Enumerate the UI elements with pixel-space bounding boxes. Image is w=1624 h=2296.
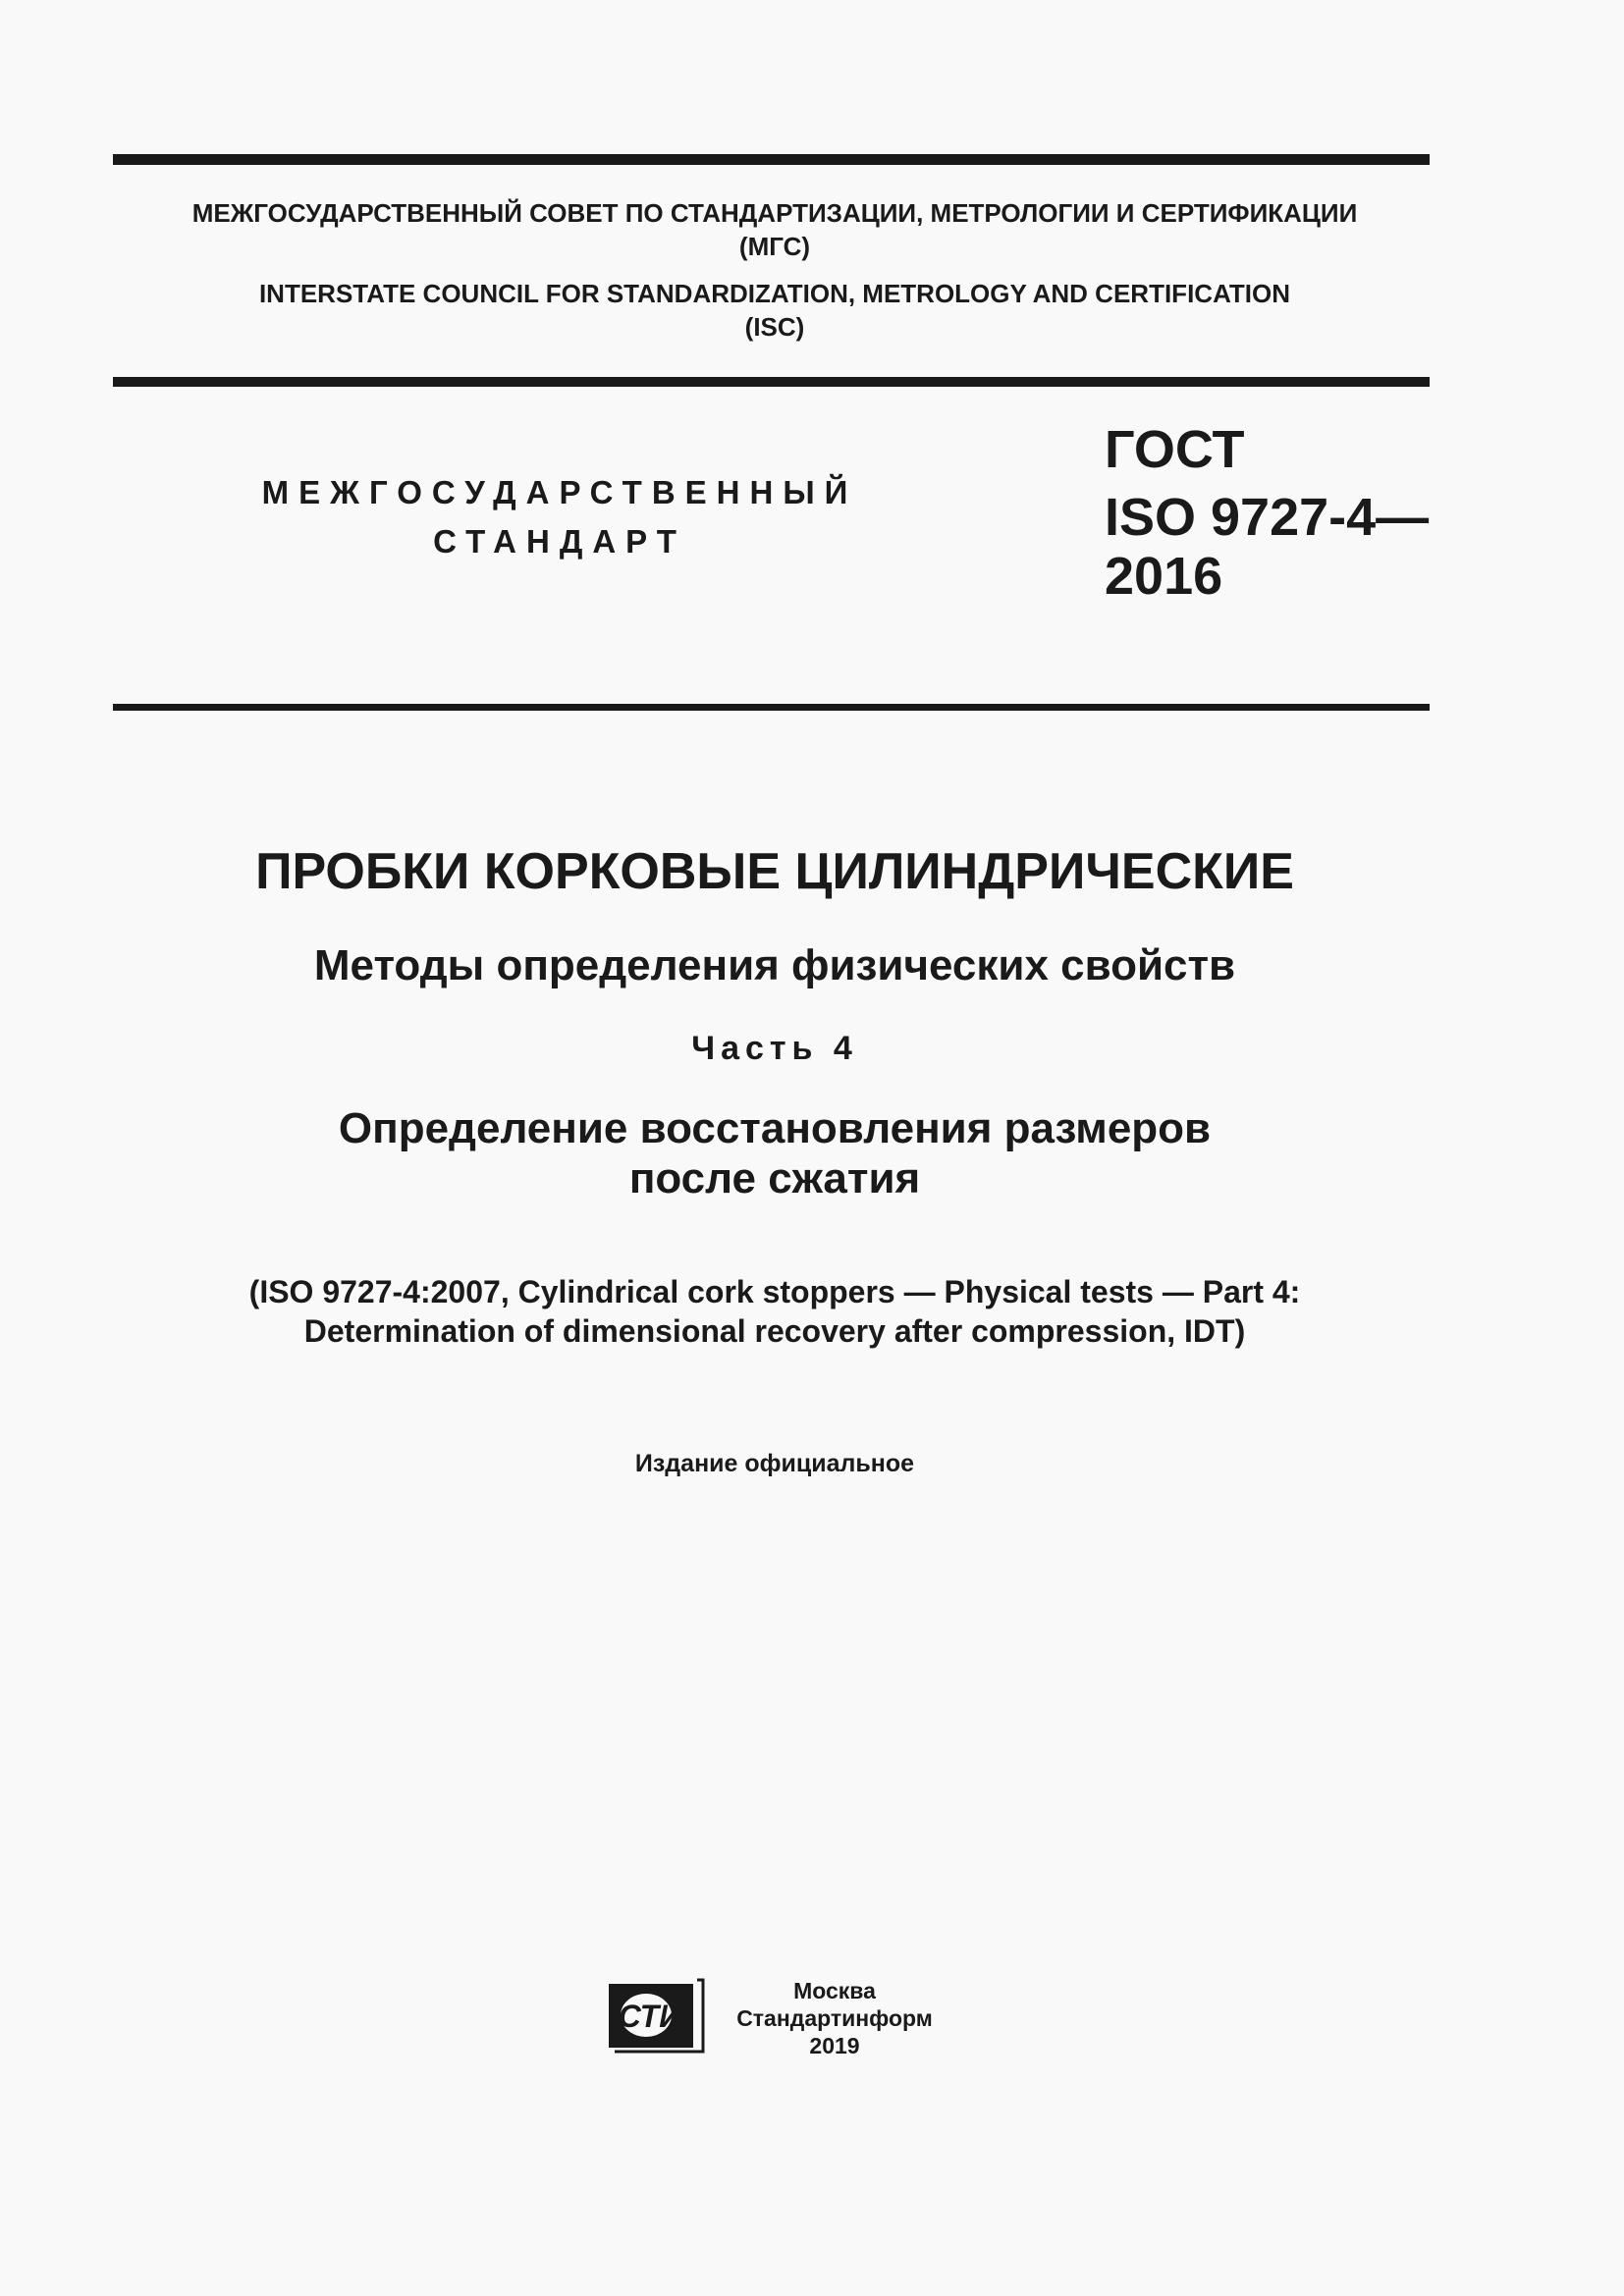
council-name-ru: МЕЖГОСУДАРСТВЕННЫЙ СОВЕТ ПО СТАНДАРТИЗАЦИИ, МЕТРОЛОГИИ И СЕРТИФИКАЦИИ: [191, 198, 1358, 228]
part-number: Часть 4: [691, 1030, 858, 1067]
gost-designation-line3: 2016: [1105, 547, 1223, 606]
standard-type-label-line2: СТАНДАРТ: [433, 523, 686, 560]
council-name-en: INTERSTATE COUNCIL FOR STANDARDIZATION, METROLOGY AND CERTIFICATION: [258, 279, 1291, 308]
standartinform-logo-icon: [609, 1978, 705, 2054]
edition-note: Издание официальное: [634, 1450, 915, 1477]
publisher-city: Москва: [793, 1978, 876, 2003]
part-title-line1: Определение восстановления размеров: [338, 1104, 1212, 1152]
logo-lettering: СТИ: [618, 1999, 682, 2034]
part-title-line2: после сжатия: [628, 1154, 921, 1202]
gost-designation-line1: ГОСТ: [1105, 420, 1245, 479]
document-subtitle: Методы определения физических свойств: [313, 941, 1236, 989]
designation-divider-rule: [113, 704, 1430, 711]
iso-reference-line1: (ISO 9727-4:2007, Cylindrical cork stoppers — Physical tests — Part 4:: [248, 1274, 1301, 1309]
document-title: ПРОБКИ КОРКОВЫЕ ЦИЛИНДРИЧЕСКИЕ: [255, 843, 1294, 900]
gost-designation-line2: ISO 9727-4—: [1105, 488, 1430, 547]
publication-year: 2019: [809, 2033, 860, 2058]
header-divider-rule: [113, 377, 1430, 387]
council-abbr-en: (ISC): [744, 312, 805, 342]
standard-type-label-line1: МЕЖГОСУДАРСТВЕННЫЙ: [261, 474, 858, 510]
iso-reference-line2: Determination of dimensional recovery after compression, IDT): [303, 1313, 1246, 1349]
publisher-name: Стандартинформ: [736, 2005, 933, 2031]
top-rule: [113, 154, 1430, 165]
council-abbr-ru: (МГС): [738, 232, 811, 261]
